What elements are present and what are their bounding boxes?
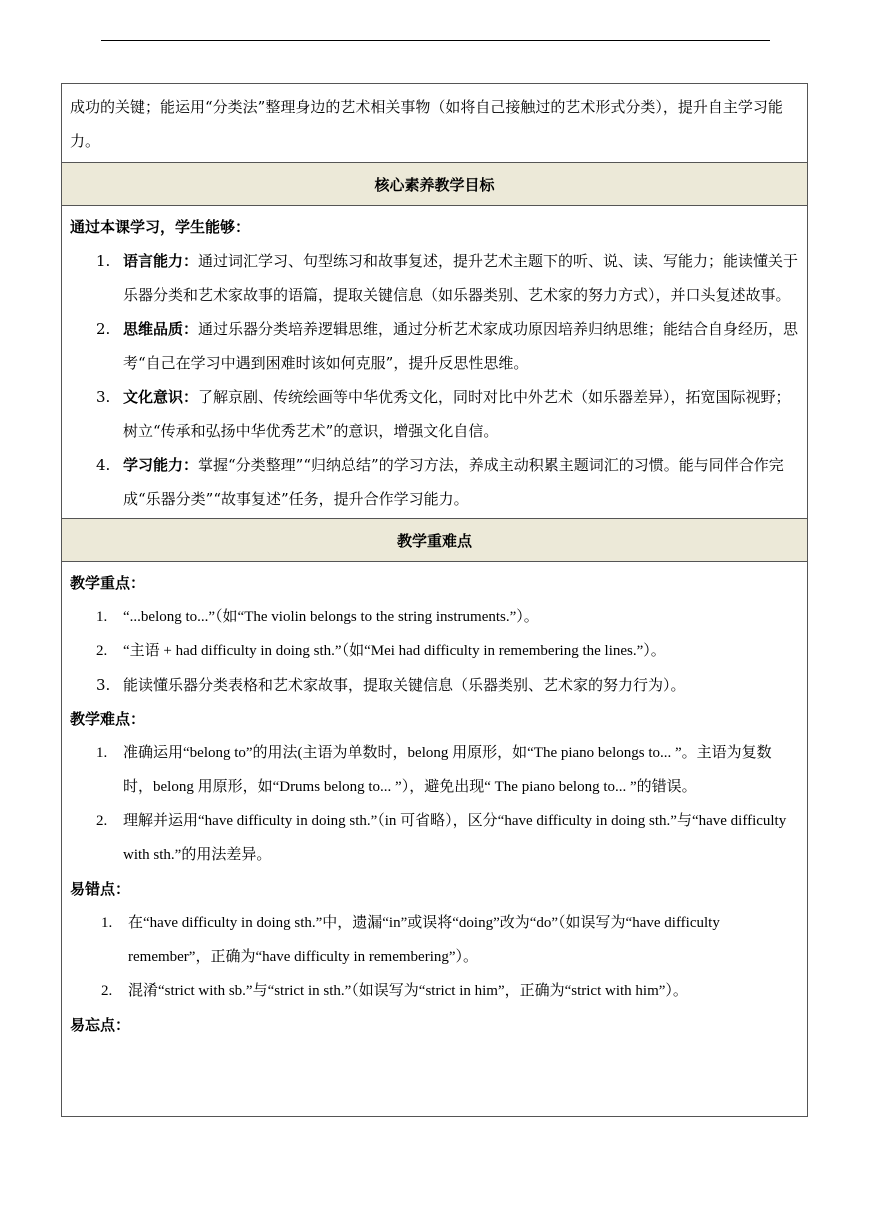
item-number: 1. (101, 915, 113, 931)
difficulty-content-row (62, 562, 808, 1117)
difficulty-content (62, 562, 807, 1116)
header-rule (101, 40, 770, 41)
core-section-header: 核心素养教学目标 (62, 163, 808, 206)
key-point-item (70, 600, 799, 634)
hard-point-item (70, 804, 799, 872)
core-header-row (62, 163, 808, 206)
item-number: 2. (96, 643, 108, 659)
continuation-text: 成功的关键；能运用“分类法”整理身边的艺术相关事物（如将自己接触过的艺术形式分类），提升自主学习能力。 (70, 98, 783, 150)
hard-points-label: 教学难点： (70, 710, 146, 728)
core-content-row (62, 206, 808, 519)
item-number: 4. (96, 456, 111, 474)
item-text: “...belong to...”（如“The violin belongs to the string instruments.”）。 (123, 609, 539, 625)
item-label: 学习能力： (123, 456, 199, 474)
item-text: 通过词汇学习、句型练习和故事复述，提升艺术主题下的听、说、读、写能力；能读懂关于乐器分类和艺术家故事的语篇，提取关键信息（如乐器类别、艺术家的努力方式），并口头复述故事。 (123, 252, 799, 304)
item-text: 能读懂乐器分类表格和艺术家故事，提取关键信息（乐器类别、艺术家的努力行为）。 (123, 676, 686, 694)
core-intro: 通过本课学习，学生能够： (70, 218, 251, 236)
item-number: 3. (96, 676, 111, 694)
item-number: 1. (96, 252, 111, 270)
item-text: 理解并运用“have difficulty in doing sth.”（in 可省略），区分“have difficulty in doing sth.”与“have difficulty with sth.”的用法差异。 (123, 813, 787, 863)
item-number: 3. (96, 388, 111, 406)
item-text: 在“have difficulty in doing sth.”中，遗漏“in”或误将“doing”改为“do”（如误写为“have difficulty remember”，正确为“have difficulty in remembering”）。 (128, 915, 720, 965)
item-text: 混淆“strict with sb.”与“strict in sth.”（如误写为“strict in him”，正确为“strict with him”）。 (128, 983, 688, 999)
item-number: 2. (96, 813, 108, 829)
item-number: 1. (96, 745, 108, 761)
core-item (70, 380, 799, 448)
item-number: 1. (96, 609, 108, 625)
continuation-row (62, 84, 808, 163)
hard-point-item (70, 736, 799, 804)
forget-points-label: 易忘点： (70, 1016, 131, 1034)
item-text: “主语 + had difficulty in doing sth.”（如“Mei had difficulty in remembering the lines.”）。 (123, 643, 666, 659)
item-text: 了解京剧、传统绘画等中华优秀文化，同时对比中外艺术（如乐器差异），拓宽国际视野；树立“传承和弘扬中华优秀艺术”的意识，增强文化自信。 (123, 388, 791, 440)
difficulty-section-header: 教学重难点 (62, 519, 808, 562)
item-label: 语言能力： (123, 252, 199, 270)
item-number: 2. (101, 983, 113, 999)
error-point-item (70, 974, 799, 1008)
lesson-plan-table (61, 83, 808, 1117)
item-number: 2. (96, 320, 111, 338)
item-label: 文化意识： (123, 388, 199, 406)
item-text: 准确运用“belong to”的用法(主语为单数时，belong 用原形，如“The piano belongs to... ”。主语为复数时，belong 用原形，如“Drums belong to... ”），避免出现“ The piano belong to... ”的错误。 (123, 745, 772, 795)
error-point-item (70, 906, 799, 974)
core-item (70, 244, 799, 312)
difficulty-header-row (62, 519, 808, 562)
core-item (70, 448, 799, 516)
error-points-label: 易错点： (70, 880, 131, 898)
key-point-item (70, 668, 799, 702)
key-points-label: 教学重点： (70, 574, 146, 592)
item-text: 通过乐器分类培养逻辑思维，通过分析艺术家成功原因培养归纳思维；能结合自身经历，思考“自己在学习中遇到困难时该如何克服”，提升反思性思维。 (123, 320, 799, 372)
item-text: 掌握“分类整理”“归纳总结”的学习方法，养成主动积累主题词汇的习惯。能与同伴合作完成“乐器分类”“故事复述”任务，提升合作学习能力。 (123, 456, 784, 508)
item-label: 思维品质： (123, 320, 199, 338)
core-item (70, 312, 799, 380)
core-content (62, 206, 807, 518)
key-point-item (70, 634, 799, 668)
